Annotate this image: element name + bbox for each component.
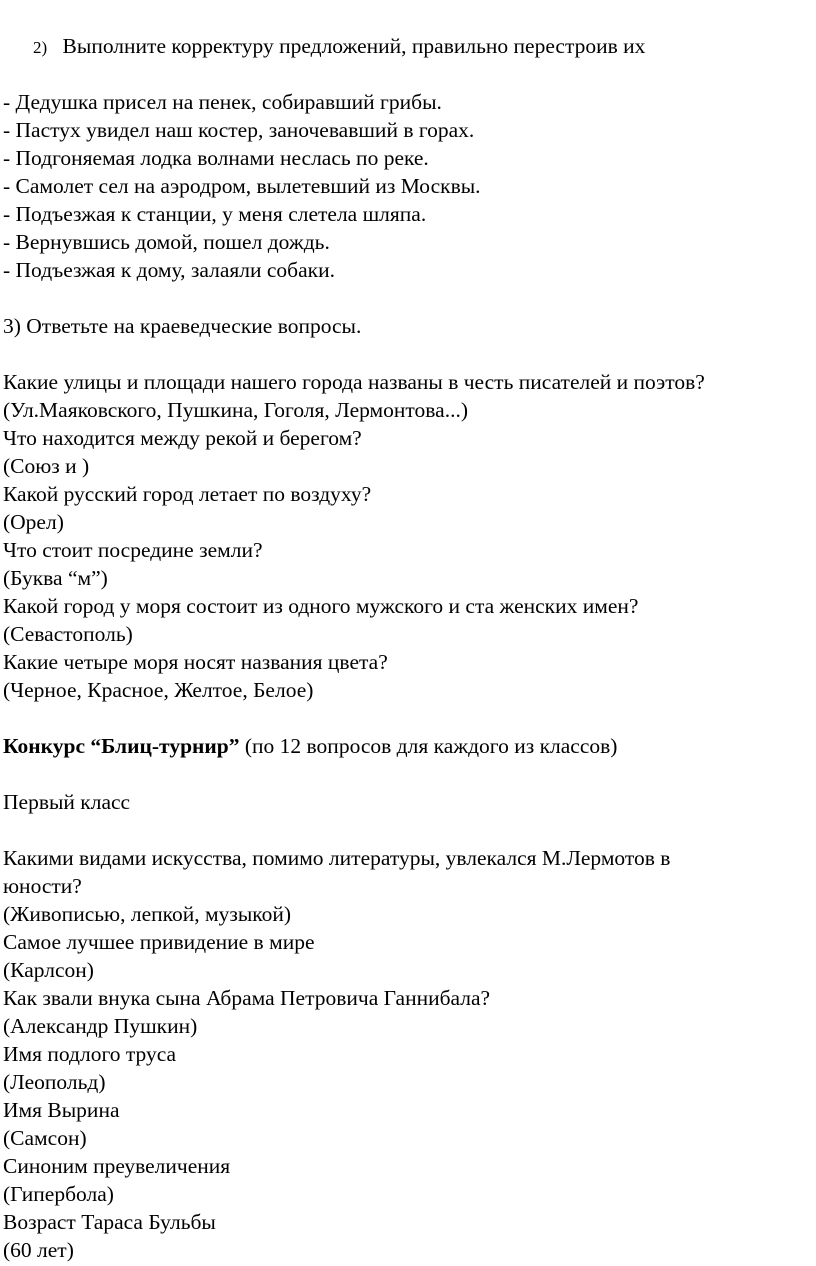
task2-item: - Вернувшись домой, пошел дождь. [3,230,330,254]
contest-heading [3,732,617,760]
contest-line: (Александр Пушкин) [3,1014,198,1038]
contest-line: (Живописью, лепкой, музыкой) [3,902,292,926]
contest-line: (60 лет) [3,1238,74,1262]
contest-line: Имя Вырина [3,1098,120,1122]
task2-item: - Подъезжая к станции, у меня слетела шляпа. [3,202,427,226]
contest-line: (Леопольд) [3,1070,106,1094]
contest-line: Возраст Тараса Бульбы [3,1210,216,1234]
task2-title: Выполните корректуру предложений, правильно перестроив их [62,34,646,58]
task2-item: - Подгоняемая лодка волнами неслась по реке. [3,146,429,170]
contest-line: юности? [3,874,82,898]
task2-number: 2) [33,38,48,57]
task3-line: (Орел) [3,510,64,534]
contest-line: (Самсон) [3,1126,87,1150]
task2-item: - Самолет сел на аэродром, вылетевший из Москвы. [3,174,481,198]
task2-item: - Дедушка присел на пенек, собиравший грибы. [3,90,442,114]
task3-line: Какие четыре моря носят названия цвета? [3,650,388,674]
contest-title-bold: Конкурс “Блиц-турнир” [3,734,240,758]
contest-line: Какими видами искусства, помимо литературы, увлекался М.Лермотов в [3,846,671,870]
contest-line: Синоним преувеличения [3,1154,231,1178]
task2-item: - Подъезжая к дому, залаяли собаки. [3,258,335,282]
contest-line: (Карлсон) [3,958,94,982]
contest-line: (Гипербола) [3,1182,114,1206]
task3-line: Какие улицы и площади нашего города названы в честь писателей и поэтов? [3,370,705,394]
task3-title: 3) Ответьте на краеведческие вопросы. [3,314,362,338]
task2-heading [33,32,645,62]
task3-line: (Ул.Маяковского, Пушкина, Гоголя, Лермонтова...) [3,398,468,422]
contest-line: Самое лучшее привидение в мире [3,930,315,954]
contest-line: Как звали внука сына Абрама Петровича Ганнибала? [3,986,491,1010]
task3-line: Какой русский город летает по воздуху? [3,482,372,506]
task3-line: Что находится между рекой и берегом? [3,426,362,450]
task3-line: (Черное, Красное, Желтое, Белое) [3,678,314,702]
task3-line: (Буква “м”) [3,566,108,590]
task3-line: Что стоит посредине земли? [3,538,263,562]
task3-line: (Севастополь) [3,622,133,646]
task3-line: (Союз и ) [3,454,90,478]
contest-line: Имя подлого труса [3,1042,177,1066]
contest-title-rest: (по 12 вопросов для каждого из классов) [239,734,618,758]
task2-item: - Пастух увидел наш костер, заночевавший в горах. [3,118,475,142]
class-label: Первый класс [3,790,131,814]
task3-line: Какой город у моря состоит из одного мужского и ста женских имен? [3,594,639,618]
